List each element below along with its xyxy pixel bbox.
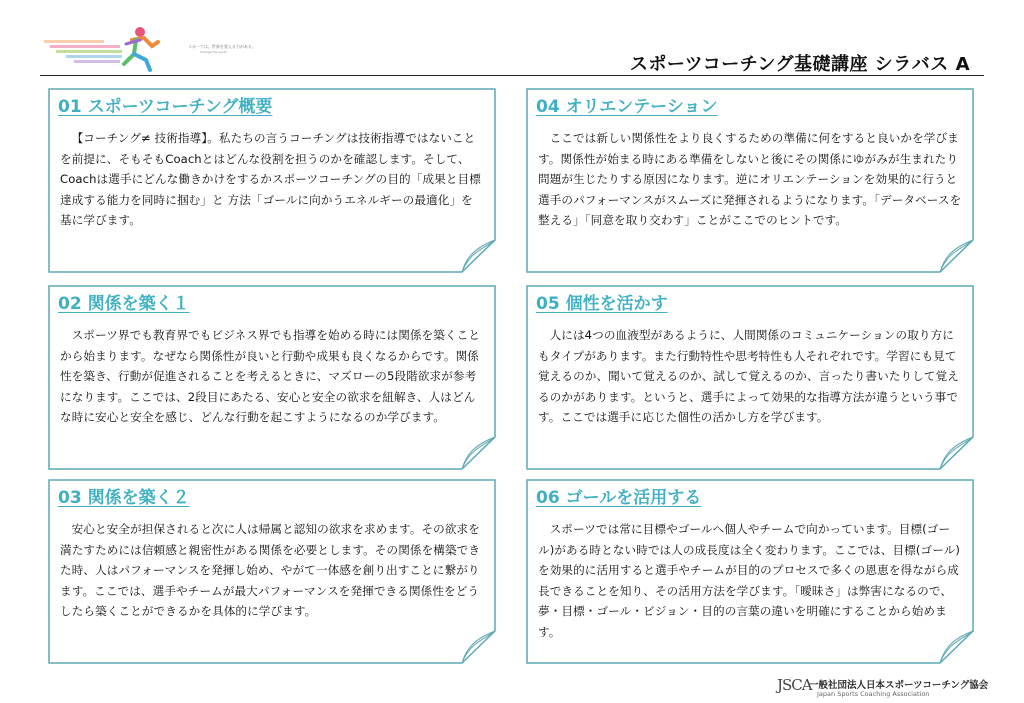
syllabus-card-06 [524, 477, 976, 665]
syllabus-card-01 [46, 86, 498, 274]
card-title: 03 関係を築く２ [58, 488, 190, 508]
footer-org-logo [777, 676, 989, 698]
card-title: 06 ゴールを活用する [536, 488, 702, 508]
logo-subtitle: Change the world [200, 50, 227, 54]
card-title: 05 個性を活かす [536, 294, 668, 314]
card-title: 04 オリエンテーション [536, 97, 718, 117]
footer-org-name: 一般社団法人日本スポーツコーチング協会 [809, 680, 989, 691]
syllabus-card-04 [524, 86, 976, 274]
card-body: スポーツ界でも教育界でもビジネス界でも指導を始める時には関係を築くことから始まります。なぜなら関係性が良いと行動や成果も良くなるからです。関係性を築き、行動が促進されることを考えるときに、マズローの5段階欲求が参考になります。ここでは、2段目にあたる、安心と安全の欲求を紐解き、人はどんな時に安心と安全を感じ、どんな行動を起こすようになるのか学びます。 [60, 328, 481, 424]
card-body: 人には4つの血液型があるように、人間関係のコミュニケーションの取り方にもタイプがあります。また行動特性や思考特性も人それぞれです。学習にも見て覚えるのか、聞いて覚えるのか、試して覚えるのか、言ったり書いたりして覚えるのかがあります。というと、選手によって効果的な指導方法が違うという事です。ここでは選手に応じた個性の活かし方を学びます。 [538, 328, 959, 424]
syllabus-card-03 [46, 477, 498, 665]
page-title: スポーツコーチング基礎講座 シラバス A [629, 54, 970, 75]
header-logo [40, 20, 260, 80]
card-body: 安心と安全が担保されると次に人は帰属と認知の欲求を求めます。その欲求を満たすためには信頼感と親密性がある関係を必要とします。その関係を構築できた時、人はパフォーマンスを発揮し始め、やがて一体感を創り出すことに繋がります。ここでは、選手やチームが最大パフォーマンスを発揮できる関係性をどうしたら築くことができるかを具体的に学びます。 [60, 522, 481, 618]
footer-org-name-en: Japan Sports Coaching Association [817, 690, 930, 698]
logo-tagline: スポーツは、世界を変える力がある。 [188, 44, 256, 49]
card-body: ここでは新しい関係性をより良くするための準備に何をすると良いかを学びます。関係性が始まる時にある準備をしないと後にその関係にゆがみが生まれたり問題が生じたりする原因になります。逆にオリエンテーションを効果的に行うと選手のパフォーマンスがスムーズに発揮されるようになります。「データベースを整える」「同意を取り交わす」ことがここでのヒントです。 [538, 131, 962, 227]
card-body: 【コーチング≠ 技術指導】。私たちの言うコーチングは技術指導ではないことを前提に、そもそもCoachとはどんな役割を担うのかを確認します。そして、Coachは選手にどんな働きかけをするかスポーツコーチングの目的「成果と目標達成する能力を同時に掴む」と 方法「ゴールに向かうエネルギーの最適化」を基に学びます。 [60, 131, 481, 227]
card-title: 01 スポーツコーチング概要 [58, 97, 273, 117]
card-title: 02 関係を築く１ [58, 294, 190, 314]
runner-logo-icon [40, 20, 190, 80]
jsca-mark-icon: JSCA [777, 676, 812, 694]
title-divider [40, 75, 984, 76]
card-body: スポーツでは常に目標やゴールへ個人やチームで向かっています。目標(ゴール)がある時とない時では人の成長度は全く変わります。ここでは、目標(ゴール)を効果的に活用すると選手やチームが目的のプロセスで多くの恩恵を得ながら成長できることを知り、その活用方法を学びます。「曖昧さ」は弊害になるので、夢・目標・ゴール・ビジョン・目的の言葉の違いを明確にすることから始めます。 [538, 522, 960, 639]
syllabus-card-02 [46, 283, 498, 471]
syllabus-card-05 [524, 283, 976, 471]
